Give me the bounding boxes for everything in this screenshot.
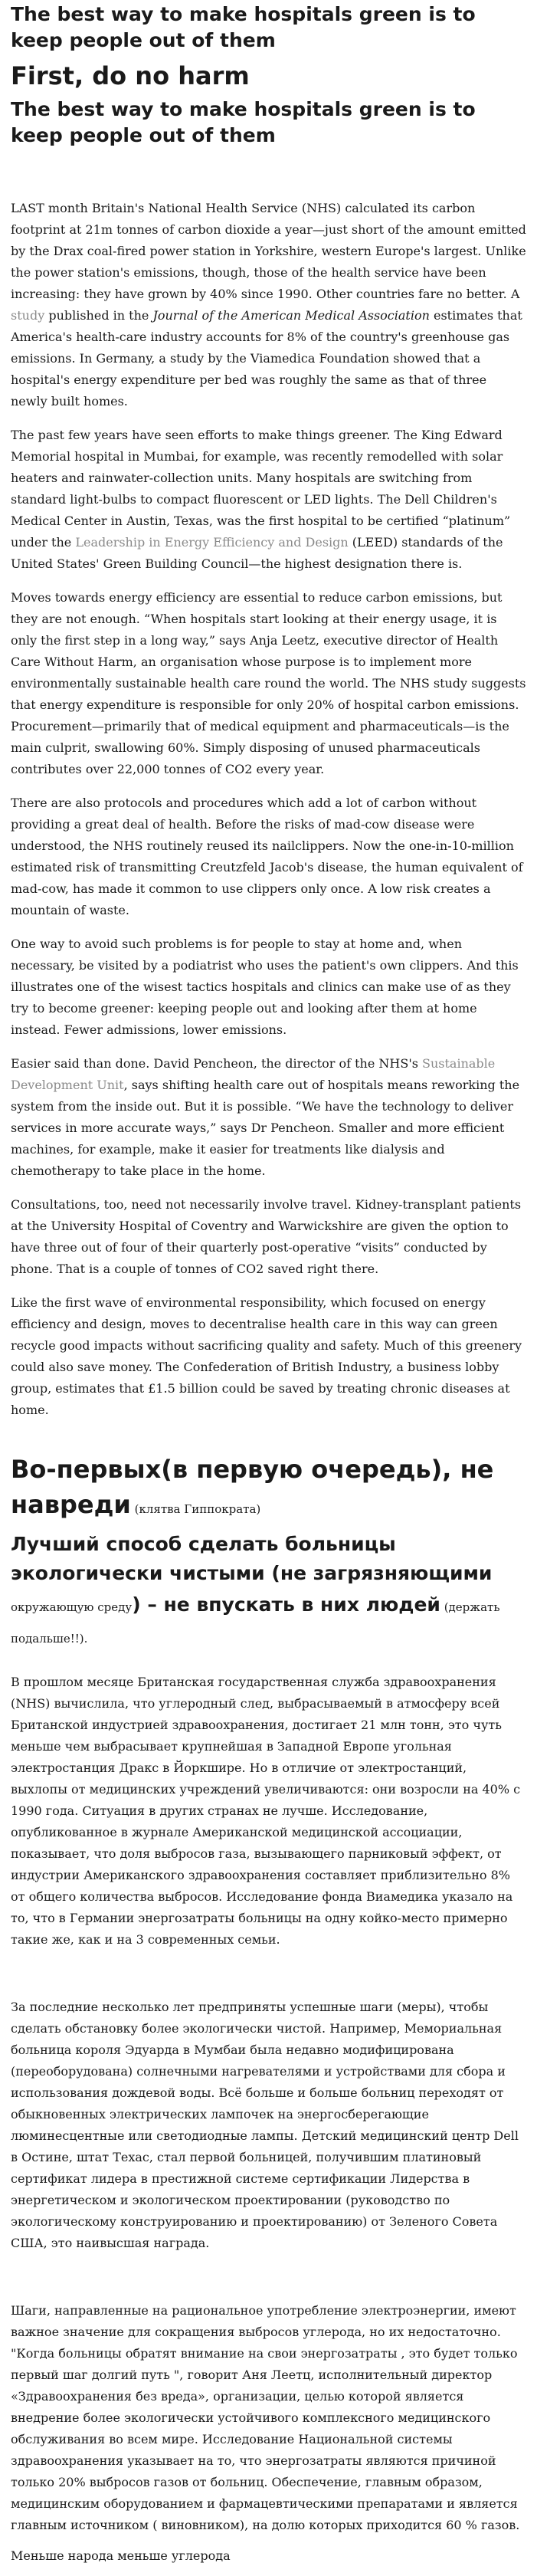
article-headline: First, do no harm xyxy=(11,61,250,90)
russian-paragraph-1: В прошлом месяце Британская государственная служба здравоохранения (NHS) вычислила, что углеродный след, выбрасываемый в атмосферу всей Британской индустрией здравоохранения, достигает 21 млн тонн, это чуть меньше чем выбрасывает крупнейшая в Западной Европе угольная электростанция Дракс в Йоркшире. Но в отличие от электростанций, выхлопы от медицинских учреждений увеличиваются: они возросли на 40% с 1990 года. Ситуация в других странах не лучше. Исследование, опубликованное в журнале Американской медицинской ассоциации, показывает, что доля выбросов газа, вызывающего парниковый эффект, от индустрии Американского здравоохранения составляет приблизительно 8% от общего количества выбросов. Исследование фонда Виамедика указало на то, что в Германии энергозатраты больницы на одну койко-место примерно такие же, как и на 3 современных семьи. xyxy=(11,1675,521,1947)
russian-subheadline xyxy=(11,1530,526,1653)
russian-paragraph-2: За последние несколько лет предприняты успешные шаги (меры), чтобы сделать обстановку более экологически чистой. Например, Мемориальная больница короля Эдуарда в Мумбаи была недавно модифицирована (переоборудована) солнечными нагревателями и устройствами для сбора и использования дождевой воды. Всё больше и больше больниц переходят от обыкновенных электрических лампочек на энергосберегающие люминесцентные или светодиодные лампы. Детский медицинский центр Dell в Остине, штат Техас, стал первой больницей, получившим платиновый сертификат лидера в престижной системе сертификации Лидерства в энергетическом и экологическом проектировании (руководство по экологическому конструированию и проектированию) от Зеленого Совета США, это наивысшая награда. xyxy=(11,2000,519,2250)
russian-subheadline-b: ) – xyxy=(132,1593,164,1616)
russian-headline-note: (клятва Гиппократа) xyxy=(130,1502,261,1516)
article-body-russian xyxy=(11,1672,526,2567)
russian-paragraph-3: Шаги, направленные на рациональное употребление электроэнергии, имеют важное значение для сокращения выбросов углерода, но их недостаточно. "Когда больницы обратят внимание на свои энергозатраты , это будет только первый шаг долгий путь ", говорит Аня Леетц, исполнительный директор «Здравоохранения без вреда», организации, целью которой является внедрение более экологически устойчивого комплексного медицинского обслуживания во всем мире. Исследование Национальной системы здравоохранения указывает на то, что энергозатраты являются причиной только 20% выбросов газов от больниц. Обеспечение, главным образом, медицинским оборудованием и фармацевтическими препаратами и является главным источником ( виновником), на долю которых приходится 60 % газов. xyxy=(11,2303,520,2532)
paragraph-5: One way to avoid such problems is for people to stay at home and, when necessary, be visited by a podiatrist who uses the patient's own clippers. And this illustrates one of the wisest tactics hospitals and clinics can make use of as they try to become greener: keeping people out and looking after them at home instead. Fewer admissions, lower emissions. xyxy=(11,937,519,1037)
article-subheadline: The best way to make hospitals green is to keep people out of them xyxy=(11,98,476,146)
russian-subheadline-note-1: окружающую среду xyxy=(11,1600,133,1614)
paragraph-1-text-a: LAST month Britain's National Health Service (NHS) calculated its carbon footprint at 21m tonnes of carbon dioxide a year—just short of the amount emitted by the Drax coal-fired power station in Yorkshire, western Europe's largest. Unlike the power station's emissions, though, those of the health service have been increasing: they have grown by 40% since 1990. Other countries fare no better. A xyxy=(11,201,526,301)
study-link[interactable]: study xyxy=(11,308,45,323)
russian-headline xyxy=(11,1452,526,1527)
russian-paragraph-4: Меньше народа меньше углерода xyxy=(11,2548,231,2563)
paragraph-4: There are also protocols and procedures which add a lot of carbon without providing a great deal of health. Before the risks of mad-cow disease were understood, the NHS routinely reused its nailclippers. Now the one-in-10-million estimated risk of transmitting Creutzfeld Jacob's disease, the human equivalent of mad-cow, has made it common to use clippers only once. A low risk creates a mountain of waste. xyxy=(11,796,523,917)
paragraph-1-text-c: estimates that America's health-care industry accounts for 8% of the country's greenhouse gas emissions. In Germany, a study by the Viamedica Foundation showed that a hospital's energy expenditure per bed was roughly the same as that of three newly built homes. xyxy=(11,308,522,409)
russian-headline-main: Во-первых(в первую очередь), не навреди xyxy=(11,1455,494,1519)
article-body-english xyxy=(11,198,526,1421)
paragraph-7: Consultations, too, need not necessarily involve travel. Kidney-transplant patients at the University Hospital of Coventry and Warwickshire are given the option to have three out of four of their quarterly post-operative “visits” conducted by phone. That is a couple of tonnes of CO2 saved right there. xyxy=(11,1197,522,1276)
paragraph-3: Moves towards energy efficiency are essential to reduce carbon emissions, but they are not enough. “When hospitals start looking at their energy usage, it is only the first step in a long way,” says Anja Leetz, executive director of Health Care Without Harm, an organisation whose purpose is to implement more environmentally sustainable health care round the world. The NHS study suggests that energy expenditure is responsible for only 20% of hospital carbon emissions. Procurement—primarily that of medical equipment and pharmaceuticals—is the main culprit, swallowing 60%. Simply disposing of unused pharmaceuticals contributes over 22,000 tonnes of CO2 every year. xyxy=(11,590,526,776)
russian-subheadline-c: не впускать в них людей xyxy=(163,1593,440,1616)
spacer xyxy=(11,149,526,198)
russian-subheadline-a: Лучший способ сделать больницы экологически чистыми (не загрязняющими xyxy=(11,1533,493,1584)
paragraph-2 xyxy=(11,425,526,575)
paragraph-6 xyxy=(11,1053,526,1182)
paragraph-8: Like the first wave of environmental responsibility, which focused on energy efficiency and design, moves to decentralise health care in this way can green recycle good impacts without sacrificing quality and safety. Much of this greenery could also save money. The Confederation of British Industry, a business lobby group, estimates that £1.5 billion could be saved by treating chronic diseases at home. xyxy=(11,1295,522,1417)
page-top-title: The best way to make hospitals green is to keep people out of them xyxy=(11,3,476,51)
paragraph-6-text-a: Easier said than done. David Pencheon, the director of the NHS's xyxy=(11,1056,423,1071)
leed-link[interactable]: Leadership in Energy Efficiency and Design xyxy=(75,535,349,550)
paragraph-6-text-b: , says shifting health care out of hospitals means reworking the system from the inside out. But it is possible. “We have the technology to deliver services in more accurate ways,” says Dr Pencheon. Smaller and more efficient machines, for example, make it easier for treatments like dialysis and chemotherapy to take place in the home. xyxy=(11,1078,520,1178)
paragraph-1 xyxy=(11,198,526,412)
sdu-link[interactable]: Sustainable Development Unit xyxy=(11,1056,496,1092)
russian-subheadline-note-2: (держать подальше!!). xyxy=(11,1600,500,1646)
paragraph-2-text-b: (LEED) standards of the United States' Green Building Council—the highest designation there is. xyxy=(11,535,503,571)
paragraph-2-text-a: The past few years have seen efforts to make things greener. The King Edward Memorial hospital in Mumbai, for example, was recently remodelled with solar heaters and rainwater-collection units. Many hospitals are switching from standard light-bulbs to compact fluorescent or LED lights. The Dell Children's Medical Center in Austin, Texas, was the first hospital to be certified “platinum” under the xyxy=(11,428,511,550)
paragraph-1-text-b: published in the xyxy=(44,308,153,323)
journal-name: Journal of the American Medical Association xyxy=(152,308,430,323)
